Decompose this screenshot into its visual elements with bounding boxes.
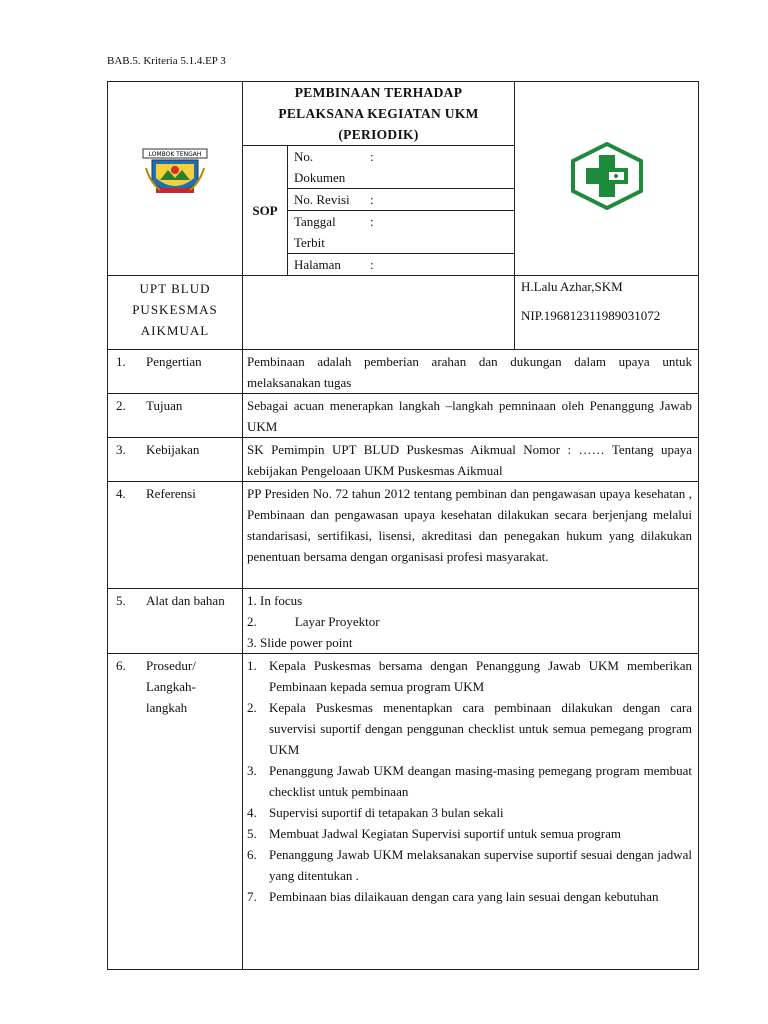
sop-table <box>107 81 699 970</box>
left-logo-cell <box>108 82 243 276</box>
title-line-3: (PERIODIK) <box>338 127 419 142</box>
signature-area <box>243 276 515 350</box>
regional-emblem-icon <box>142 148 208 204</box>
sop-label: SOP <box>243 146 288 276</box>
row-label: Tujuan <box>146 398 183 413</box>
list-item <box>247 844 692 886</box>
item-text: Slide power point <box>260 635 353 650</box>
right-logo-cell <box>515 82 699 276</box>
step-text: Kepala Puskesmas bersama dengan Penanggung Jawab UKM memberikan Pembinaan kepada semua program UKM <box>269 658 692 694</box>
title-line-2: PELAKSANA KEGIATAN UKM <box>278 106 479 121</box>
step-number: 7. <box>247 889 257 904</box>
signer-cell <box>515 276 699 350</box>
row-label: Prosedur/ <box>146 658 196 673</box>
colon: : <box>370 192 374 207</box>
halaman-field <box>288 254 515 276</box>
step-text: Supervisi suportif di tetapakan 3 bulan sekali <box>269 805 504 820</box>
step-text: Penanggung Jawab UKM deangan masing-masing pemegang program membuat checklist untuk pembinaan <box>269 763 692 799</box>
row-6-content <box>243 654 699 970</box>
colon: : <box>370 214 374 229</box>
row-1-label-cell <box>108 350 243 394</box>
tanggal-label: Tanggal <box>294 214 336 229</box>
list-item <box>247 590 692 611</box>
no-dokumen-label: No. <box>294 149 314 164</box>
row-6-label-cell <box>108 654 243 970</box>
step-text: Pembinaan bias dilaikauan dengan cara yang lain sesuai dengan kebutuhan <box>269 889 659 904</box>
terbit-label: Terbit <box>294 235 325 250</box>
document-title <box>243 82 515 146</box>
step-text: Penanggung Jawab UKM melaksanakan supervise suportif sesuai dengan jadwal yang ditentukan . <box>269 847 692 883</box>
list-item <box>247 632 692 653</box>
dokumen-label: Dokumen <box>294 170 346 185</box>
row-4-content: PP Presiden No. 72 tahun 2012 tentang pembinan dan pengawasan upaya kesehatan , Pembinaan dan pengawasan upaya kesehatan dilakukan secara berjenjang melalui standarisasi, sertifikasi, lisensi, akreditasi dan penegakan hukum yang dilakukan penentuan bersama dengan organisasi profesi masyarakat. <box>243 482 699 589</box>
row-label-3: langkah <box>146 700 188 715</box>
signer-nip: NIP.196812311989031072 <box>521 308 661 323</box>
colon: : <box>370 149 374 164</box>
item-number: 2. <box>247 614 257 629</box>
row-2-label-cell <box>108 394 243 438</box>
list-item <box>247 886 692 907</box>
list-item <box>247 823 692 844</box>
unit-line-1: UPT BLUD <box>139 281 211 296</box>
title-line-1: PEMBINAAN TERHADAP <box>294 85 463 100</box>
document-code: BAB.5. Kriteria 5.1.4.EP 3 <box>107 55 226 67</box>
step-text: Kepala Puskesmas menentapkan cara pembinaan dilakukan dengan cara suvervisi suportif dengan penggunan checklist untuk semua pemegang program UKM <box>269 700 692 757</box>
row-2-content: Sebagai acuan menerapkan langkah –langkah pemninaan oleh Penanggung Jawab UKM <box>243 394 699 438</box>
logo-label: LOMBOK TENGAH <box>148 151 202 158</box>
list-item <box>247 760 692 802</box>
item-number: 1. <box>247 593 257 608</box>
row-number: 3. <box>116 442 126 457</box>
signer-name: H.Lalu Azhar,SKM <box>521 279 623 294</box>
list-item <box>247 611 692 632</box>
item-number: 3. <box>247 635 257 650</box>
row-number: 2. <box>116 398 126 413</box>
row-number: 1. <box>116 354 126 369</box>
row-number: 5. <box>116 593 126 608</box>
list-item <box>247 697 692 760</box>
step-text: Membuat Jadwal Kegiatan Supervisi suportif untuk semua program <box>269 826 622 841</box>
unit-name <box>108 276 243 350</box>
row-3-content: SK Pemimpin UPT BLUD Puskesmas Aikmual Nomor : …… Tentang upaya kebijakan Pengeloaan UKM Puskesmas Aikmual <box>243 438 699 482</box>
unit-line-3: AIKMUAL <box>140 323 210 338</box>
unit-line-2: PUSKESMAS <box>132 302 218 317</box>
row-1-content: Pembinaan adalah pemberian arahan dan dukungan dalam upaya untuk melaksanakan tugas <box>243 350 699 394</box>
no-revisi-field <box>288 189 515 211</box>
halaman-label: Halaman <box>294 257 341 272</box>
row-label: Referensi <box>146 486 196 501</box>
step-number: 2. <box>247 700 257 715</box>
row-label: Kebijakan <box>146 442 200 457</box>
item-text: Layar Proyektor <box>294 614 380 629</box>
row-5-content <box>243 589 699 654</box>
step-number: 1. <box>247 658 257 673</box>
row-3-label-cell <box>108 438 243 482</box>
row-5-label-cell <box>108 589 243 654</box>
row-label: Pengertian <box>146 354 202 369</box>
list-item <box>247 655 692 697</box>
tanggal-terbit-field <box>288 211 515 254</box>
step-number: 4. <box>247 805 257 820</box>
row-label: Alat dan bahan <box>146 593 225 608</box>
row-4-label-cell <box>108 482 243 589</box>
row-label-2: Langkah- <box>146 679 196 694</box>
step-number: 6. <box>247 847 257 862</box>
row-number: 6. <box>116 658 126 673</box>
green-cross-icon <box>569 141 645 211</box>
list-item <box>247 802 692 823</box>
step-number: 5. <box>247 826 257 841</box>
item-text: In focus <box>260 593 303 608</box>
procedure-steps <box>247 655 692 907</box>
row-number: 4. <box>116 486 126 501</box>
step-number: 3. <box>247 763 257 778</box>
no-dokumen-field <box>288 146 515 189</box>
colon: : <box>370 257 374 272</box>
no-revisi-label: No. Revisi <box>294 192 350 207</box>
